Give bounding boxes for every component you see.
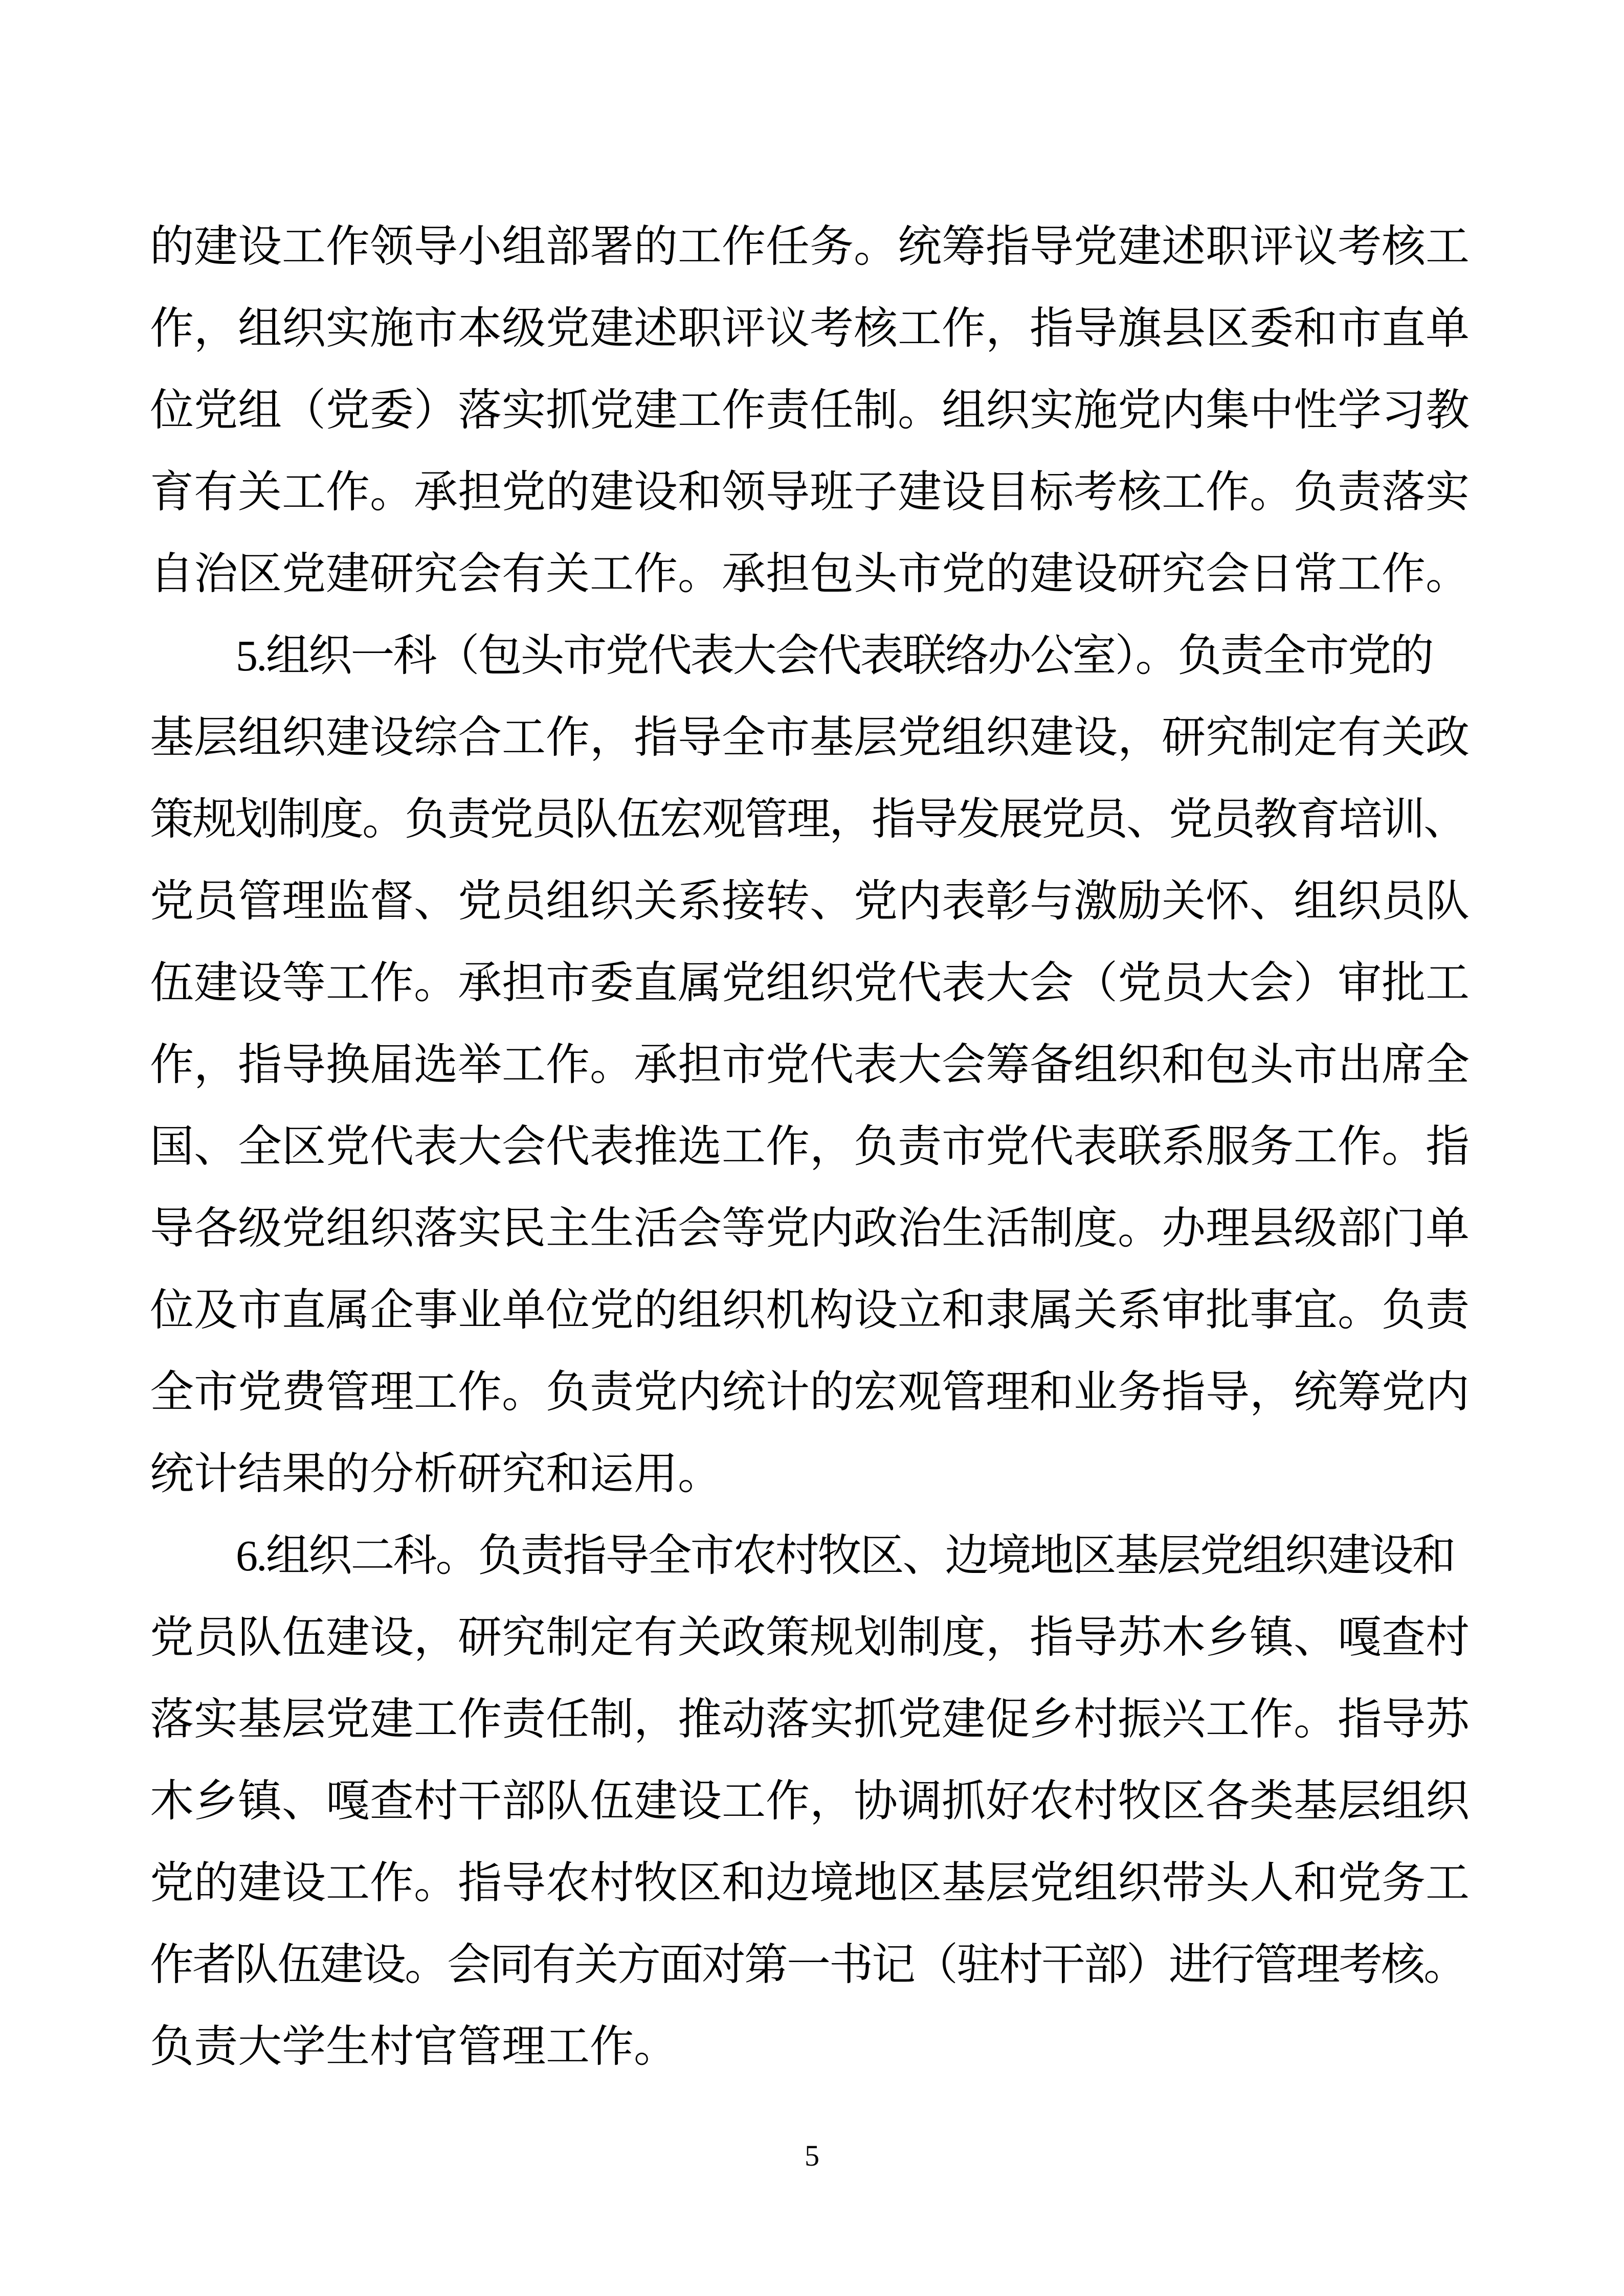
text-line-4: 育有关工作。承担党的建设和领导班子建设目标考核工作。负责落实 — [150, 467, 1470, 516]
text-line-8: 策规划制度。负责党员队伍宏观管理，指导发展党员、党员教育培训、 — [150, 795, 1466, 844]
text-line-23: 负责大学生村官管理工作。 — [150, 2022, 678, 2071]
text-line-9: 党员管理监督、党员组织关系接转、党内表彰与激励关怀、组织员队 — [150, 876, 1470, 926]
text-line-16: 统计结果的分析研究和运用。 — [150, 1449, 722, 1498]
text-line-1: 的建设工作领导小组部署的工作任务。统筹指导党建述职评议考核工 — [150, 222, 1470, 271]
text-line-22: 作者队伍建设。会同有关方面对第一书记（驻村干部）进行管理考核。 — [150, 1940, 1466, 1989]
text-line-18: 党员队伍建设，研究制定有关政策规划制度，指导苏木乡镇、嘎查村 — [150, 1613, 1470, 1662]
text-line-12: 国、全区党代表大会代表推选工作，负责市党代表联系服务工作。指 — [150, 1122, 1470, 1171]
text-line-5: 自治区党建研究会有关工作。承担包头市党的建设研究会日常工作。 — [150, 549, 1470, 598]
text-line-10: 伍建设等工作。承担市委直属党组织党代表大会（党员大会）审批工 — [150, 958, 1470, 1007]
text-line-17: 6.组织二科。负责指导全市农村牧区、边境地区基层党组织建设和 — [236, 1531, 1455, 1580]
text-line-21: 党的建设工作。指导农村牧区和边境地区基层党组织带头人和党务工 — [150, 1858, 1470, 1907]
text-line-11: 作，指导换届选举工作。承担市党代表大会筹备组织和包头市出席全 — [150, 1040, 1470, 1089]
text-line-14: 位及市直属企事业单位党的组织机构设立和隶属关系审批事宜。负责 — [150, 1286, 1470, 1335]
text-line-2: 作，组织实施市本级党建述职评议考核工作，指导旗县区委和市直单 — [150, 304, 1470, 353]
body-text — [150, 206, 1472, 2087]
text-line-19: 落实基层党建工作责任制，推动落实抓党建促乡村振兴工作。指导苏 — [150, 1695, 1470, 1744]
text-line-6: 5.组织一科（包头市党代表大会代表联络办公室）。负责全市党的 — [236, 631, 1433, 680]
page-number: 5 — [805, 2139, 819, 2172]
text-line-20: 木乡镇、嘎查村干部队伍建设工作，协调抓好农村牧区各类基层组织 — [150, 1776, 1470, 1826]
text-line-3: 位党组（党委）落实抓党建工作责任制。组织实施党内集中性学习教 — [150, 386, 1470, 435]
text-line-7: 基层组织建设综合工作，指导全市基层党组织建设，研究制定有关政 — [150, 713, 1470, 762]
text-line-13: 导各级党组织落实民主生活会等党内政治生活制度。办理县级部门单 — [150, 1204, 1470, 1253]
text-line-15: 全市党费管理工作。负责党内统计的宏观管理和业务指导，统筹党内 — [150, 1367, 1470, 1416]
